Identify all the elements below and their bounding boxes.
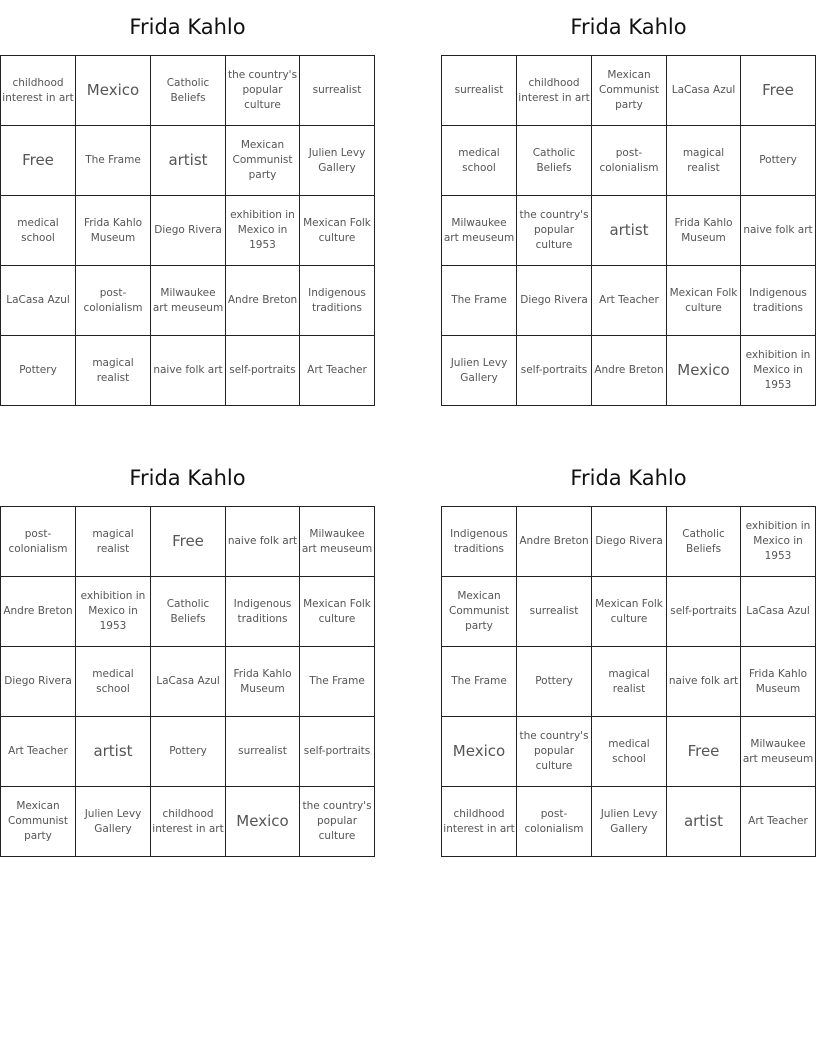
bingo-cell: Art Teacher bbox=[1, 717, 76, 787]
bingo-cell: Free bbox=[741, 56, 816, 126]
bingo-cell: childhood interest in art bbox=[517, 56, 592, 126]
bingo-cell: LaCasa Azul bbox=[151, 647, 226, 717]
bingo-cell: self-portraits bbox=[226, 336, 300, 406]
bingo-cell: Frida Kahlo Museum bbox=[667, 196, 741, 266]
bingo-cell: Art Teacher bbox=[592, 266, 667, 336]
bingo-cell: self-portraits bbox=[667, 577, 741, 647]
bingo-cell: Frida Kahlo Museum bbox=[741, 647, 816, 717]
bingo-cell: Diego Rivera bbox=[592, 507, 667, 577]
bingo-cell: Mexican Folk culture bbox=[592, 577, 667, 647]
card-title: Frida Kahlo bbox=[570, 15, 687, 39]
bingo-cell: LaCasa Azul bbox=[1, 266, 76, 336]
bingo-cell: the country's popular culture bbox=[517, 717, 592, 787]
bingo-cell: medical school bbox=[592, 717, 667, 787]
bingo-cell: LaCasa Azul bbox=[667, 56, 741, 126]
bingo-cell: the country's popular culture bbox=[517, 196, 592, 266]
bingo-cell: artist bbox=[667, 787, 741, 857]
bingo-cell: Indigenous traditions bbox=[442, 507, 517, 577]
bingo-cell: the country's popular culture bbox=[226, 56, 300, 126]
bingo-card-4 bbox=[441, 451, 816, 835]
bingo-cell: medical school bbox=[442, 126, 517, 196]
bingo-grid bbox=[441, 506, 816, 857]
bingo-cell: Andre Breton bbox=[592, 336, 667, 406]
bingo-cell: Indigenous traditions bbox=[226, 577, 300, 647]
bingo-cell: self-portraits bbox=[300, 717, 375, 787]
bingo-cell: the country's popular culture bbox=[300, 787, 375, 857]
bingo-cell: Pottery bbox=[151, 717, 226, 787]
bingo-cell: Mexican Communist party bbox=[442, 577, 517, 647]
bingo-cell: Milwaukee art meuseum bbox=[151, 266, 226, 336]
bingo-cell: The Frame bbox=[442, 266, 517, 336]
bingo-cell: Milwaukee art meuseum bbox=[442, 196, 517, 266]
bingo-cell: naive folk art bbox=[741, 196, 816, 266]
bingo-cell: surrealist bbox=[442, 56, 517, 126]
bingo-cell: post-colonialism bbox=[1, 507, 76, 577]
bingo-cell: Mexican Folk culture bbox=[300, 196, 375, 266]
bingo-cell: post-colonialism bbox=[76, 266, 151, 336]
bingo-cell: Andre Breton bbox=[226, 266, 300, 336]
bingo-cell: medical school bbox=[1, 196, 76, 266]
bingo-cell: Andre Breton bbox=[517, 507, 592, 577]
bingo-cell: Frida Kahlo Museum bbox=[76, 196, 151, 266]
bingo-cell: self-portraits bbox=[517, 336, 592, 406]
bingo-cell: Julien Levy Gallery bbox=[76, 787, 151, 857]
bingo-cell: exhibition in Mexico in 1953 bbox=[741, 336, 816, 406]
bingo-cell: naive folk art bbox=[151, 336, 226, 406]
bingo-cell: Andre Breton bbox=[1, 577, 76, 647]
bingo-grid bbox=[441, 55, 816, 406]
bingo-cell: Milwaukee art meuseum bbox=[300, 507, 375, 577]
bingo-cell: Mexico bbox=[226, 787, 300, 857]
bingo-cell: Diego Rivera bbox=[1, 647, 76, 717]
bingo-card-1 bbox=[0, 0, 375, 384]
bingo-cell: Julien Levy Gallery bbox=[442, 336, 517, 406]
bingo-cell: Diego Rivera bbox=[517, 266, 592, 336]
bingo-cell: Mexico bbox=[667, 336, 741, 406]
bingo-cell: artist bbox=[76, 717, 151, 787]
bingo-cell: Frida Kahlo Museum bbox=[226, 647, 300, 717]
bingo-cell: post-colonialism bbox=[517, 787, 592, 857]
bingo-cell: Catholic Beliefs bbox=[667, 507, 741, 577]
bingo-cell: Catholic Beliefs bbox=[151, 56, 226, 126]
bingo-cell: Indigenous traditions bbox=[741, 266, 816, 336]
bingo-cell: naive folk art bbox=[226, 507, 300, 577]
bingo-cell: Catholic Beliefs bbox=[151, 577, 226, 647]
card-title: Frida Kahlo bbox=[129, 15, 246, 39]
bingo-cell: LaCasa Azul bbox=[741, 577, 816, 647]
bingo-cell: Julien Levy Gallery bbox=[300, 126, 375, 196]
bingo-cell: Catholic Beliefs bbox=[517, 126, 592, 196]
bingo-cell: artist bbox=[151, 126, 226, 196]
card-title: Frida Kahlo bbox=[129, 466, 246, 490]
bingo-cell: Mexican Communist party bbox=[1, 787, 76, 857]
bingo-cell: Mexico bbox=[76, 56, 151, 126]
bingo-cell: Mexican Folk culture bbox=[300, 577, 375, 647]
bingo-cell: The Frame bbox=[442, 647, 517, 717]
bingo-cell: surrealist bbox=[300, 56, 375, 126]
bingo-grid bbox=[0, 55, 375, 406]
bingo-cell: Art Teacher bbox=[300, 336, 375, 406]
bingo-cell: Free bbox=[151, 507, 226, 577]
bingo-card-3 bbox=[0, 451, 375, 842]
bingo-cell: Pottery bbox=[1, 336, 76, 406]
bingo-cell: medical school bbox=[76, 647, 151, 717]
card-title: Frida Kahlo bbox=[570, 466, 687, 490]
bingo-cell: Julien Levy Gallery bbox=[592, 787, 667, 857]
bingo-cell: surrealist bbox=[517, 577, 592, 647]
bingo-cell: Pottery bbox=[741, 126, 816, 196]
bingo-cell: exhibition in Mexico in 1953 bbox=[741, 507, 816, 577]
bingo-cell: Free bbox=[1, 126, 76, 196]
bingo-cell: Mexican Communist party bbox=[226, 126, 300, 196]
bingo-cell: post-colonialism bbox=[592, 126, 667, 196]
bingo-cell: Art Teacher bbox=[741, 787, 816, 857]
bingo-cell: Indigenous traditions bbox=[300, 266, 375, 336]
bingo-cell: naive folk art bbox=[667, 647, 741, 717]
bingo-cell: childhood interest in art bbox=[442, 787, 517, 857]
bingo-cell: Milwaukee art meuseum bbox=[741, 717, 816, 787]
bingo-cell: Mexican Communist party bbox=[592, 56, 667, 126]
bingo-cell: childhood interest in art bbox=[1, 56, 76, 126]
bingo-cell: Diego Rivera bbox=[151, 196, 226, 266]
bingo-cell: childhood interest in art bbox=[151, 787, 226, 857]
bingo-cell: magical realist bbox=[667, 126, 741, 196]
bingo-cell: magical realist bbox=[76, 336, 151, 406]
bingo-cell: surrealist bbox=[226, 717, 300, 787]
bingo-card-2 bbox=[441, 0, 816, 391]
bingo-cell: magical realist bbox=[76, 507, 151, 577]
bingo-cell: artist bbox=[592, 196, 667, 266]
bingo-cell: Mexico bbox=[442, 717, 517, 787]
bingo-grid bbox=[0, 506, 375, 857]
bingo-cell: Mexican Folk culture bbox=[667, 266, 741, 336]
bingo-cell: The Frame bbox=[76, 126, 151, 196]
bingo-cell: Pottery bbox=[517, 647, 592, 717]
bingo-cell: exhibition in Mexico in 1953 bbox=[76, 577, 151, 647]
bingo-cell: The Frame bbox=[300, 647, 375, 717]
bingo-cell: exhibition in Mexico in 1953 bbox=[226, 196, 300, 266]
bingo-cell: magical realist bbox=[592, 647, 667, 717]
bingo-cell: Free bbox=[667, 717, 741, 787]
